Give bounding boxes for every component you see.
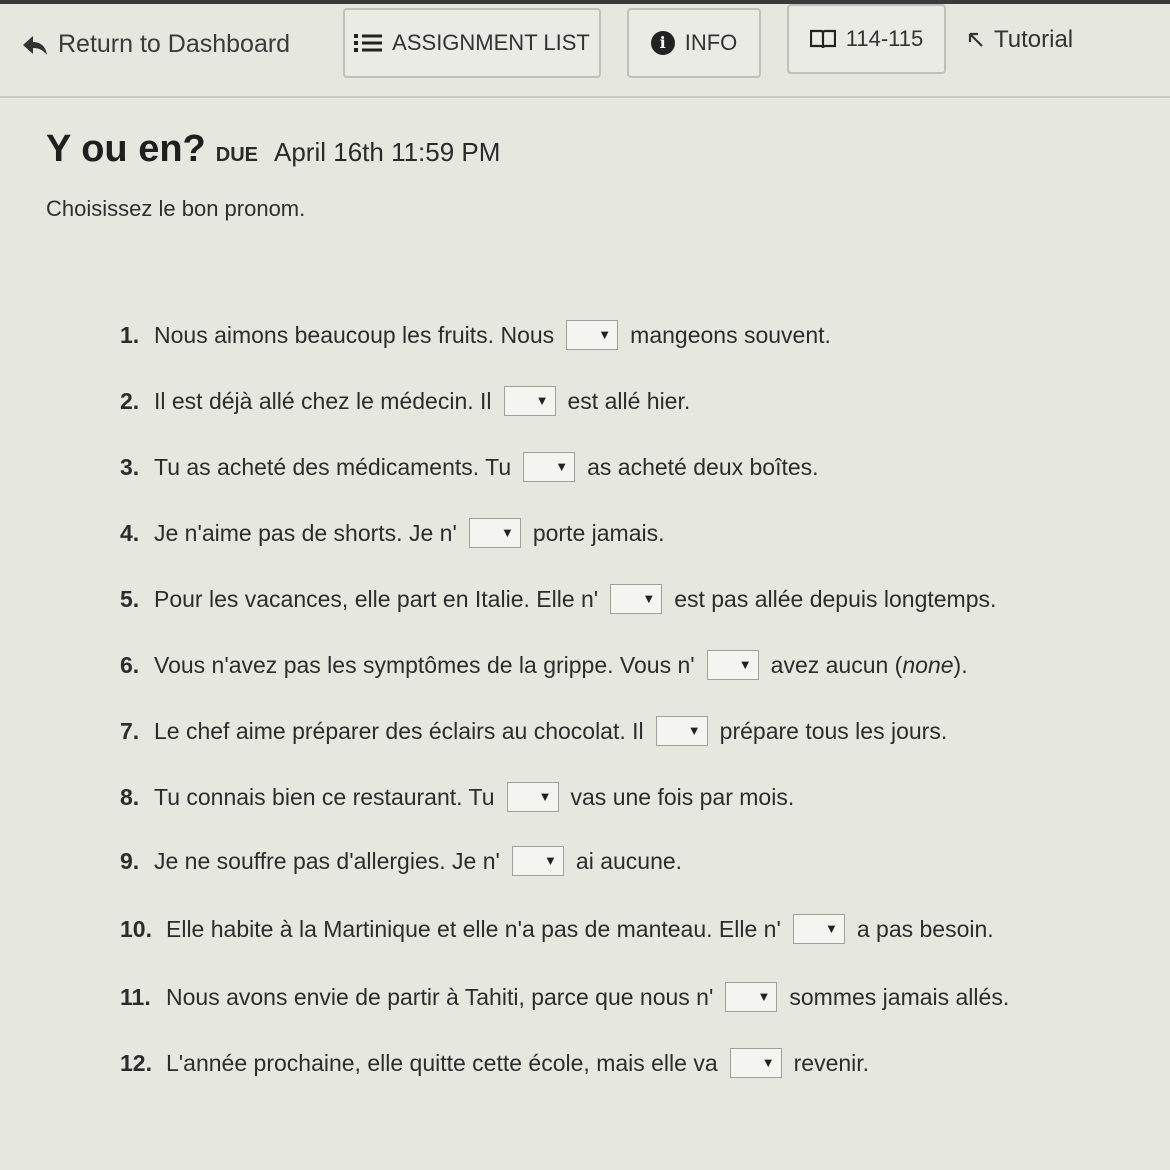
question-text-after: est allé hier. — [567, 387, 691, 414]
pronoun-dropdown-9[interactable] — [512, 846, 564, 876]
instructions: Choisissez le bon pronom. — [46, 196, 306, 221]
question-text-before: Pour les vacances, elle part en Italie. Elle n' — [154, 585, 599, 612]
question-text-after: ai aucune. — [575, 847, 683, 874]
tutorial-label: Tutorial — [994, 26, 1074, 53]
question-text-after: prépare tous les jours. — [719, 717, 948, 744]
question-7 — [120, 716, 947, 746]
question-text-before: Tu as acheté des médicaments. Tu — [154, 453, 512, 480]
textbook-pages-label: 114-115 — [845, 26, 924, 51]
question-text-before: Le chef aime préparer des éclairs au chocolat. Il — [154, 717, 644, 744]
question-text-after: mangeons souvent. — [630, 321, 831, 348]
question-text-after: revenir. — [793, 1049, 870, 1076]
question-8 — [120, 782, 794, 812]
question-number: 1. — [120, 321, 140, 348]
question-number: 2. — [120, 387, 140, 414]
question-number: 3. — [120, 453, 140, 480]
question-number: 7. — [120, 717, 140, 744]
question-9 — [120, 846, 682, 876]
question-number: 5. — [120, 585, 140, 612]
question-number: 4. — [120, 519, 140, 546]
reply-arrow-icon — [22, 34, 48, 56]
question-text-before: Elle habite à la Martinique et elle n'a pas de manteau. Elle n' — [166, 915, 781, 942]
question-text-after: sommes jamais allés. — [789, 983, 1010, 1010]
pronoun-dropdown-5[interactable] — [610, 584, 662, 614]
question-text-after: vas une fois par mois. — [570, 783, 795, 810]
due-label: DUE — [215, 144, 258, 166]
question-number: 12. — [120, 1049, 152, 1076]
question-1 — [120, 320, 831, 350]
info-label: INFO — [684, 30, 738, 55]
question-text-before: Nous avons envie de partir à Tahiti, parce que nous n' — [166, 983, 714, 1010]
question-number: 10. — [120, 915, 152, 942]
question-2 — [120, 386, 690, 416]
question-number: 9. — [120, 847, 140, 874]
question-12 — [120, 1048, 869, 1078]
return-to-dashboard-label: Return to Dashboard — [58, 30, 291, 58]
question-4 — [120, 518, 665, 548]
question-text-before: Tu connais bien ce restaurant. Tu — [154, 783, 495, 810]
pronoun-dropdown-12[interactable] — [730, 1048, 782, 1078]
question-number: 11. — [120, 983, 151, 1010]
question-text-after: porte jamais. — [532, 519, 665, 546]
question-text-before: Vous n'avez pas les symptômes de la grippe. Vous n' — [154, 651, 695, 678]
question-5 — [120, 584, 996, 614]
assignment-header — [46, 128, 500, 171]
question-text-before: Nous aimons beaucoup les fruits. Nous — [154, 321, 555, 348]
question-text-after-post: ). — [953, 651, 968, 678]
book-icon — [810, 29, 836, 49]
top-navigation-bar — [0, 0, 1170, 98]
question-text-after: a pas besoin. — [856, 915, 994, 942]
question-text-before: Il est déjà allé chez le médecin. Il — [154, 387, 492, 414]
pronoun-dropdown-8[interactable] — [507, 782, 559, 812]
assignment-list-label: ASSIGNMENT LIST — [392, 30, 590, 55]
question-text-after-pre: avez aucun ( — [770, 651, 903, 678]
page-title: Y ou en? — [46, 128, 206, 170]
pronoun-dropdown-1[interactable] — [566, 320, 618, 350]
question-3 — [120, 452, 819, 482]
question-6 — [120, 650, 968, 680]
pronoun-dropdown-6[interactable] — [707, 650, 759, 680]
pronoun-dropdown-7[interactable] — [656, 716, 708, 746]
pronoun-dropdown-11[interactable] — [725, 982, 777, 1012]
textbook-pages-button[interactable] — [787, 4, 946, 74]
question-11 — [120, 982, 1009, 1012]
question-text-before: L'année prochaine, elle quitte cette école, mais elle va — [166, 1049, 718, 1076]
pronoun-dropdown-4[interactable] — [469, 518, 521, 548]
pronoun-dropdown-2[interactable] — [504, 386, 556, 416]
pronoun-dropdown-10[interactable] — [793, 914, 845, 944]
question-text-before: Je ne souffre pas d'allergies. Je n' — [154, 847, 500, 874]
assignment-list-button[interactable] — [343, 8, 601, 78]
return-to-dashboard-link[interactable] — [22, 30, 290, 59]
question-number: 8. — [120, 783, 140, 810]
question-text-after-emphasis: none — [902, 651, 954, 678]
question-text-after — [771, 652, 968, 679]
due-date: April 16th 11:59 PM — [274, 137, 501, 167]
tutorial-link[interactable] — [968, 26, 1073, 54]
question-10 — [120, 914, 994, 944]
info-button[interactable] — [627, 8, 761, 78]
question-text-after: as acheté deux boîtes. — [587, 453, 819, 480]
info-icon: i — [651, 31, 675, 55]
arrow-up-left-icon — [968, 32, 984, 48]
question-text-after: est pas allée depuis longtemps. — [674, 585, 997, 612]
list-icon — [354, 32, 382, 54]
pronoun-dropdown-3[interactable] — [523, 452, 575, 482]
question-number: 6. — [120, 651, 140, 678]
top-border — [0, 0, 1170, 4]
question-text-before: Je n'aime pas de shorts. Je n' — [154, 519, 457, 546]
